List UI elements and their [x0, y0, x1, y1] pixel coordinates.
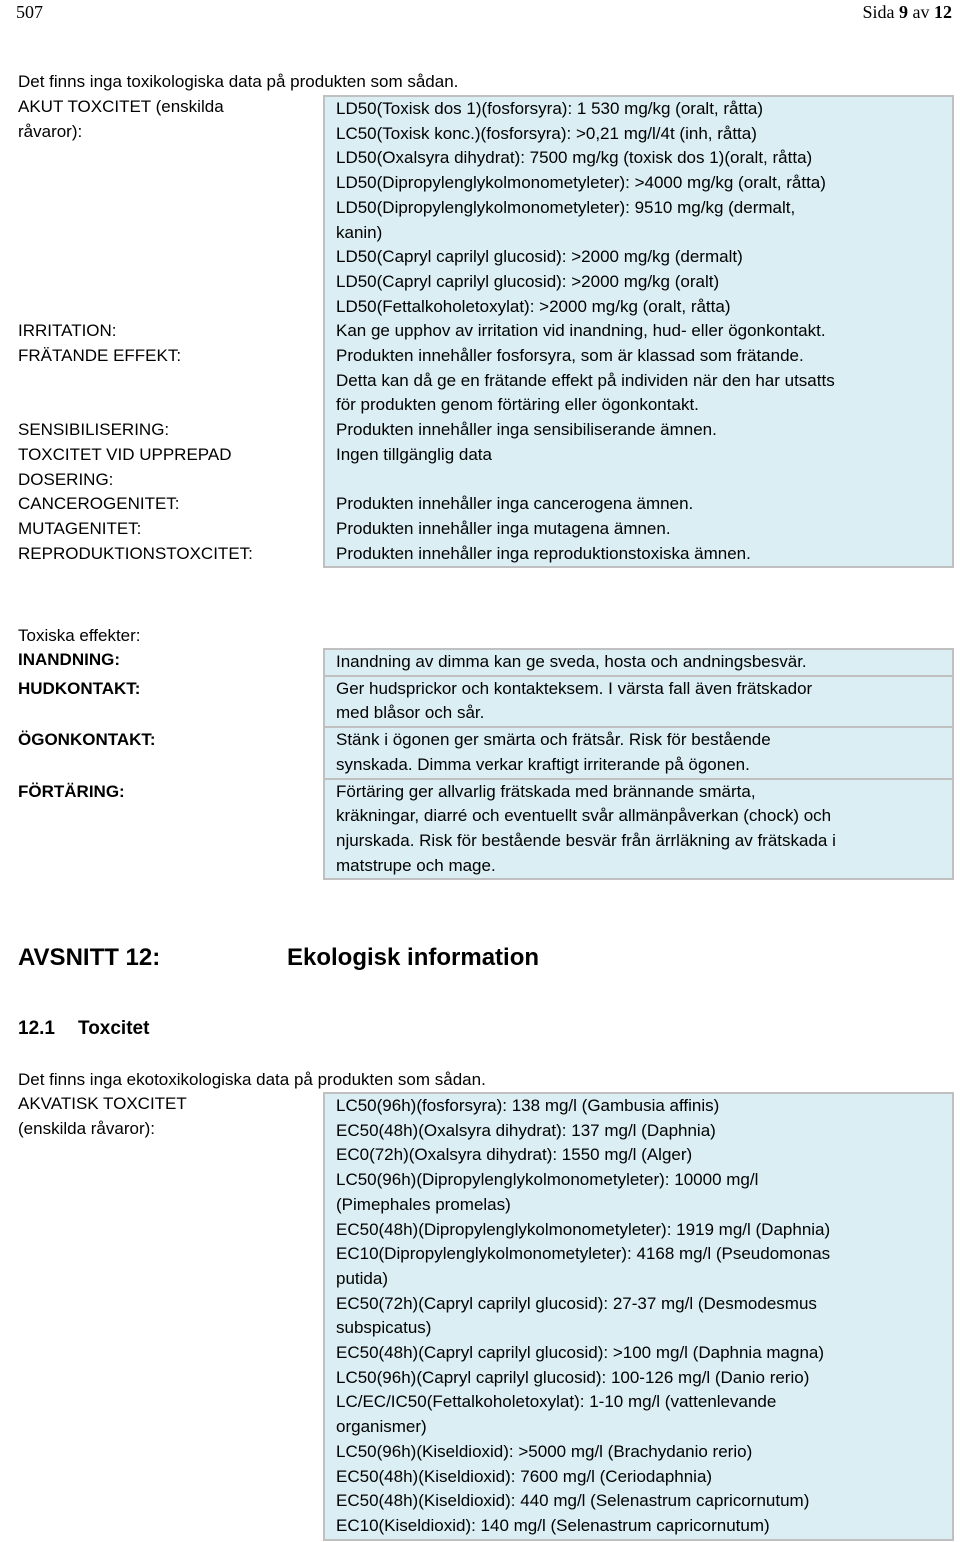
table-row — [6, 542, 954, 569]
row-value — [323, 443, 954, 492]
section-title: Ekologisk information — [287, 944, 540, 971]
row-label — [6, 728, 317, 779]
row-value-line: EC50(72h)(Capryl caprilyl glucosid): 27-37 mg/l (Desmodesmus — [336, 1293, 817, 1313]
row-label-line: AKUT TOXCITET (enskilda — [18, 97, 224, 116]
table-row — [6, 677, 954, 728]
row-value-line: EC10(Dipropylenglykolmonometyleter): 4168 mg/l (Pseudomonas — [336, 1244, 831, 1264]
row-value — [323, 677, 954, 728]
table-row — [6, 728, 954, 779]
row-value — [323, 344, 954, 418]
row-label-line: MUTAGENITET: — [18, 518, 142, 538]
row-value-line: Produkten innehåller fosforsyra, som är klassad som frätande. — [336, 346, 804, 366]
row-value — [323, 319, 954, 344]
row-value-line: LD50(Dipropylenglykolmonometyleter): >4000 mg/kg (oralt, råtta) — [336, 173, 826, 193]
row-value-line: Produkten innehåller inga reproduktionstoxiska ämnen. — [336, 543, 751, 563]
subsection-number: 12.1 — [18, 1018, 55, 1039]
row-value — [323, 517, 954, 542]
row-value-line: EC50(48h)(Oxalsyra dihydrat): 137 mg/l (Daphnia) — [336, 1120, 716, 1140]
row-value-line: för produkten genom förtäring eller ögonkontakt. — [336, 395, 699, 415]
row-label-line: REPRODUKTIONSTOXCITET: — [18, 543, 253, 563]
row-value-line: Ger hudsprickor och kontakteksem. I värsta fall även frätskador — [336, 678, 813, 698]
row-value-line: (Pimephales promelas) — [336, 1194, 511, 1214]
table-row — [6, 1092, 954, 1541]
row-label-line: FÖRTÄRING: — [18, 781, 125, 801]
row-value — [323, 780, 954, 881]
row-label — [6, 542, 317, 569]
row-value-line: kräkningar, diarré och eventuellt svår allmänpåverkan (chock) och — [336, 806, 832, 826]
table-row — [6, 95, 954, 319]
row-label-line: SENSIBILISERING: — [18, 420, 170, 440]
page-total: 12 — [934, 2, 952, 22]
row-value — [323, 95, 954, 319]
row-value-line: LD50(Toxisk dos 1)(fosforsyra): 1 530 mg/kg (oralt, råtta) — [336, 99, 764, 118]
row-value — [323, 492, 954, 517]
row-value-line: LD50(Capryl caprilyl glucosid): >2000 mg/kg (oralt) — [336, 271, 720, 291]
row-value-line: LD50(Oxalsyra dihydrat): 7500 mg/kg (toxisk dos 1)(oralt, råtta) — [336, 148, 813, 168]
row-value-line: Ingen tillgänglig data — [336, 444, 492, 464]
row-label-line: DOSERING: — [18, 469, 114, 489]
row-value-line: Detta kan då ge en frätande effekt på individen när den har utsatts — [336, 370, 835, 390]
row-label — [6, 780, 317, 881]
ecotoxicology-table — [6, 1092, 954, 1541]
row-value-line: med blåsor och sår. — [336, 703, 485, 723]
row-label — [6, 1092, 317, 1541]
row-value — [323, 418, 954, 443]
row-value-line: LC50(96h)(fosforsyra): 138 mg/l (Gambusia affinis) — [336, 1096, 720, 1115]
row-value-line: LD50(Fettalkoholetoxylat): >2000 mg/kg (oralt, råtta) — [336, 296, 731, 316]
row-value-line: Produkten innehåller inga mutagena ämnen. — [336, 518, 671, 538]
row-label-line: (enskilda råvaror): — [18, 1118, 155, 1138]
row-value-line: subspicatus) — [336, 1318, 432, 1338]
row-value-line: LC50(96h)(Kiseldioxid): >5000 mg/l (Brachydanio rerio) — [336, 1441, 753, 1461]
row-label — [6, 492, 317, 517]
row-label-line: HUDKONTAKT: — [18, 678, 141, 698]
row-value-line: EC50(48h)(Kiseldioxid): 7600 mg/l (Ceriodaphnia) — [336, 1466, 713, 1486]
table-row — [6, 443, 954, 492]
toxic-effects-heading: Toxiska effekter: — [18, 626, 141, 645]
row-value — [323, 542, 954, 569]
row-value-line: EC50(48h)(Dipropylenglykolmonometyleter): 1919 mg/l (Daphnia) — [336, 1219, 831, 1239]
row-value-line: EC50(48h)(Capryl caprilyl glucosid): >100 mg/l (Daphnia magna) — [336, 1343, 825, 1363]
row-label-line: råvaror): — [18, 121, 83, 141]
row-value-line: EC50(48h)(Kiseldioxid): 440 mg/l (Selenastrum capricornutum) — [336, 1491, 810, 1511]
row-label-line: ÖGONKONTAKT: — [18, 730, 156, 750]
table-row — [6, 780, 954, 881]
row-label-line: IRRITATION: — [18, 321, 117, 341]
row-label-line: FRÄTANDE EFFEKT: — [18, 346, 182, 366]
page-indicator — [862, 2, 952, 23]
row-value-line: EC10(Kiseldioxid): 140 mg/l (Selenastrum capricornutum) — [336, 1515, 770, 1535]
row-value-line: Inandning av dimma kan ge sveda, hosta och andningsbesvär. — [336, 652, 807, 671]
row-label-line: INANDNING: — [18, 650, 120, 669]
row-label — [6, 344, 317, 418]
row-value-line: LC50(96h)(Capryl caprilyl glucosid): 100-126 mg/l (Danio rerio) — [336, 1367, 810, 1387]
row-value-line: LC50(Toxisk konc.)(fosforsyra): >0,21 mg/l/4t (inh, råtta) — [336, 123, 757, 143]
row-value-line: Stänk i ögonen ger smärta och frätsår. Risk för bestående — [336, 730, 771, 750]
table-row — [6, 418, 954, 443]
document-number: 507 — [16, 2, 43, 22]
row-label — [6, 677, 317, 728]
row-label — [6, 319, 317, 344]
table-row — [6, 492, 954, 517]
row-value-line: LC50(96h)(Dipropylenglykolmonometyleter): 10000 mg/l — [336, 1170, 759, 1190]
section-number: AVSNITT 12: — [18, 944, 161, 971]
subsection-title: Toxcitet — [78, 1018, 150, 1039]
toxicology-table — [6, 95, 954, 568]
row-value-line: LD50(Dipropylenglykolmonometyleter): 9510 mg/kg (dermalt, — [336, 197, 796, 217]
row-value-line: LC/EC/IC50(Fettalkoholetoxylat): 1-10 mg/l (vattenlevande — [336, 1392, 777, 1412]
row-label-line: TOXCITET VID UPPREPAD — [18, 444, 232, 464]
row-value-line: Kan ge upphov av irritation vid inandning, hud- eller ögonkontakt. — [336, 321, 826, 341]
row-value — [323, 1092, 954, 1541]
row-value-line: Produkten innehåller inga cancerogena ämnen. — [336, 494, 694, 514]
row-value-line: Produkten innehåller inga sensibiliserande ämnen. — [336, 420, 717, 440]
row-value-line: kanin) — [336, 222, 383, 242]
row-label — [6, 443, 317, 492]
row-value-line: LD50(Capryl caprilyl glucosid): >2000 mg/kg (dermalt) — [336, 247, 743, 267]
table-row — [6, 344, 954, 418]
page-separator: av — [912, 2, 930, 22]
table-row — [6, 517, 954, 542]
row-label — [6, 517, 317, 542]
row-value-line: organismer) — [336, 1417, 427, 1437]
row-value — [323, 648, 954, 677]
table-row — [6, 319, 954, 344]
row-label — [6, 648, 317, 677]
page-current: 9 — [899, 2, 908, 22]
ecotoxicology-intro: Det finns inga ekotoxikologiska data på produkten som sådan. — [18, 1070, 486, 1089]
table-row — [6, 648, 954, 677]
page-prefix: Sida — [862, 2, 895, 22]
toxicology-intro: Det finns inga toxikologiska data på produkten som sådan. — [18, 72, 459, 91]
row-value-line: EC0(72h)(Oxalsyra dihydrat): 1550 mg/l (Alger) — [336, 1145, 693, 1165]
row-label-line: CANCEROGENITET: — [18, 494, 180, 514]
row-value-line: matstrupe och mage. — [336, 855, 496, 875]
row-label-line: AKVATISK TOXCITET — [18, 1094, 187, 1113]
row-value-line: synskada. Dimma verkar kraftigt irriterande på ögonen. — [336, 754, 750, 774]
row-value-line: putida) — [336, 1268, 388, 1288]
row-value-line: njurskada. Risk för bestående besvär från ärrläkning av frätskada i — [336, 830, 836, 850]
row-label — [6, 418, 317, 443]
row-value — [323, 728, 954, 779]
row-label — [6, 95, 317, 319]
toxic-effects-table — [6, 648, 954, 880]
row-value-line: Förtäring ger allvarlig frätskada med brännande smärta, — [336, 781, 756, 801]
